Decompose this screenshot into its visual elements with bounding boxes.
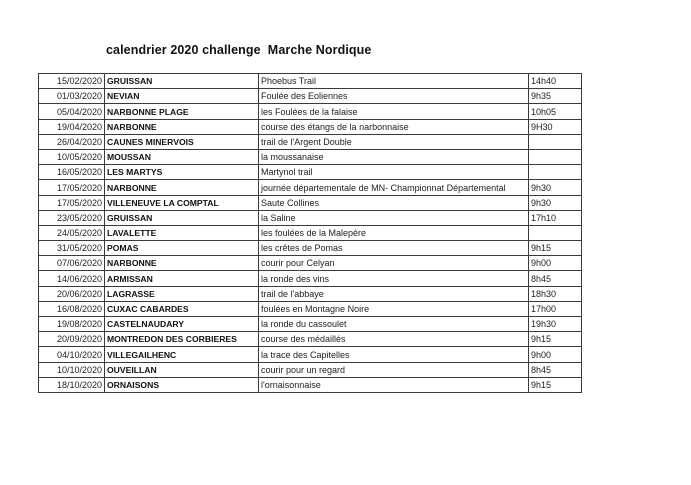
time-cell: 9h15 xyxy=(529,377,582,392)
date-cell: 16/05/2020 xyxy=(39,165,105,180)
table-row xyxy=(39,195,582,210)
table-row xyxy=(39,377,582,392)
table-row xyxy=(39,332,582,347)
date-cell: 23/05/2020 xyxy=(39,210,105,225)
time-cell: 9H30 xyxy=(529,119,582,134)
town-cell: LES MARTYS xyxy=(105,165,259,180)
table-row xyxy=(39,225,582,240)
date-cell: 18/10/2020 xyxy=(39,377,105,392)
event-cell: Phoebus Trail xyxy=(259,74,529,89)
time-cell: 18h30 xyxy=(529,286,582,301)
time-cell: 14h40 xyxy=(529,74,582,89)
table-row xyxy=(39,89,582,104)
time-cell: 9h35 xyxy=(529,89,582,104)
time-cell: 10h05 xyxy=(529,104,582,119)
time-cell: 17h10 xyxy=(529,210,582,225)
town-cell: LAVALETTE xyxy=(105,225,259,240)
table-row xyxy=(39,134,582,149)
table-row xyxy=(39,74,582,89)
table-row xyxy=(39,301,582,316)
event-cell: course des étangs de la narbonnaise xyxy=(259,119,529,134)
table-row xyxy=(39,180,582,195)
time-cell: 9h00 xyxy=(529,256,582,271)
date-cell: 17/05/2020 xyxy=(39,195,105,210)
date-cell: 17/05/2020 xyxy=(39,180,105,195)
town-cell: NEVIAN xyxy=(105,89,259,104)
town-cell: GRUISSAN xyxy=(105,74,259,89)
event-cell: les crêtes de Pomas xyxy=(259,241,529,256)
table-row xyxy=(39,271,582,286)
event-cell: courir pour Celyan xyxy=(259,256,529,271)
town-cell: POMAS xyxy=(105,241,259,256)
table-row xyxy=(39,317,582,332)
town-cell: NARBONNE xyxy=(105,180,259,195)
time-cell xyxy=(529,134,582,149)
event-cell: la ronde des vins xyxy=(259,271,529,286)
town-cell: NARBONNE xyxy=(105,256,259,271)
date-cell: 05/04/2020 xyxy=(39,104,105,119)
event-cell: les Foulées de la falaise xyxy=(259,104,529,119)
date-cell: 01/03/2020 xyxy=(39,89,105,104)
date-cell: 26/04/2020 xyxy=(39,134,105,149)
date-cell: 10/05/2020 xyxy=(39,149,105,164)
town-cell: MONTREDON DES CORBIERES xyxy=(105,332,259,347)
town-cell: VILLENEUVE LA COMPTAL xyxy=(105,195,259,210)
date-cell: 10/10/2020 xyxy=(39,362,105,377)
date-cell: 14/06/2020 xyxy=(39,271,105,286)
town-cell: ARMISSAN xyxy=(105,271,259,286)
town-cell: CUXAC CABARDES xyxy=(105,301,259,316)
time-cell xyxy=(529,225,582,240)
date-cell: 20/09/2020 xyxy=(39,332,105,347)
event-cell: courir pour un regard xyxy=(259,362,529,377)
event-cell: la Saline xyxy=(259,210,529,225)
page-title: calendrier 2020 challenge Marche Nordique xyxy=(106,43,372,57)
time-cell xyxy=(529,165,582,180)
date-cell: 07/06/2020 xyxy=(39,256,105,271)
time-cell: 9h00 xyxy=(529,347,582,362)
date-cell: 04/10/2020 xyxy=(39,347,105,362)
time-cell: 9h15 xyxy=(529,332,582,347)
table-row xyxy=(39,210,582,225)
town-cell: MOUSSAN xyxy=(105,149,259,164)
time-cell: 19h30 xyxy=(529,317,582,332)
event-cell: trail de l'abbaye xyxy=(259,286,529,301)
date-cell: 19/08/2020 xyxy=(39,317,105,332)
event-cell: la ronde du cassoulet xyxy=(259,317,529,332)
town-cell: GRUISSAN xyxy=(105,210,259,225)
date-cell: 24/05/2020 xyxy=(39,225,105,240)
table-row xyxy=(39,119,582,134)
event-cell: les foulées de la Malepère xyxy=(259,225,529,240)
table-row xyxy=(39,286,582,301)
calendar-body xyxy=(39,74,582,393)
event-cell: trail de l'Argent Double xyxy=(259,134,529,149)
town-cell: OUVEILLAN xyxy=(105,362,259,377)
date-cell: 20/06/2020 xyxy=(39,286,105,301)
table-row xyxy=(39,149,582,164)
table-row xyxy=(39,241,582,256)
table-row xyxy=(39,256,582,271)
event-cell: journée départementale de MN- Championnat Départemental xyxy=(259,180,529,195)
town-cell: LAGRASSE xyxy=(105,286,259,301)
date-cell: 19/04/2020 xyxy=(39,119,105,134)
time-cell: 17h00 xyxy=(529,301,582,316)
table-row xyxy=(39,104,582,119)
town-cell: NARBONNE xyxy=(105,119,259,134)
town-cell: CAUNES MINERVOIS xyxy=(105,134,259,149)
time-cell xyxy=(529,149,582,164)
event-cell: course des médaillés xyxy=(259,332,529,347)
date-cell: 31/05/2020 xyxy=(39,241,105,256)
time-cell: 9h30 xyxy=(529,195,582,210)
town-cell: CASTELNAUDARY xyxy=(105,317,259,332)
date-cell: 16/08/2020 xyxy=(39,301,105,316)
time-cell: 9h30 xyxy=(529,180,582,195)
town-cell: NARBONNE PLAGE xyxy=(105,104,259,119)
event-cell: l'ornaisonnaise xyxy=(259,377,529,392)
event-cell: Foulée des Eoliennes xyxy=(259,89,529,104)
date-cell: 15/02/2020 xyxy=(39,74,105,89)
town-cell: VILLEGAILHENC xyxy=(105,347,259,362)
table-row xyxy=(39,362,582,377)
event-cell: la moussanaise xyxy=(259,149,529,164)
event-cell: Martynol trail xyxy=(259,165,529,180)
time-cell: 9h15 xyxy=(529,241,582,256)
town-cell: ORNAISONS xyxy=(105,377,259,392)
table-row xyxy=(39,165,582,180)
time-cell: 8h45 xyxy=(529,362,582,377)
table-row xyxy=(39,347,582,362)
event-cell: la trace des Capitelles xyxy=(259,347,529,362)
calendar-table xyxy=(38,73,582,393)
event-cell: Saute Collines xyxy=(259,195,529,210)
event-cell: foulées en Montagne Noire xyxy=(259,301,529,316)
time-cell: 8h45 xyxy=(529,271,582,286)
